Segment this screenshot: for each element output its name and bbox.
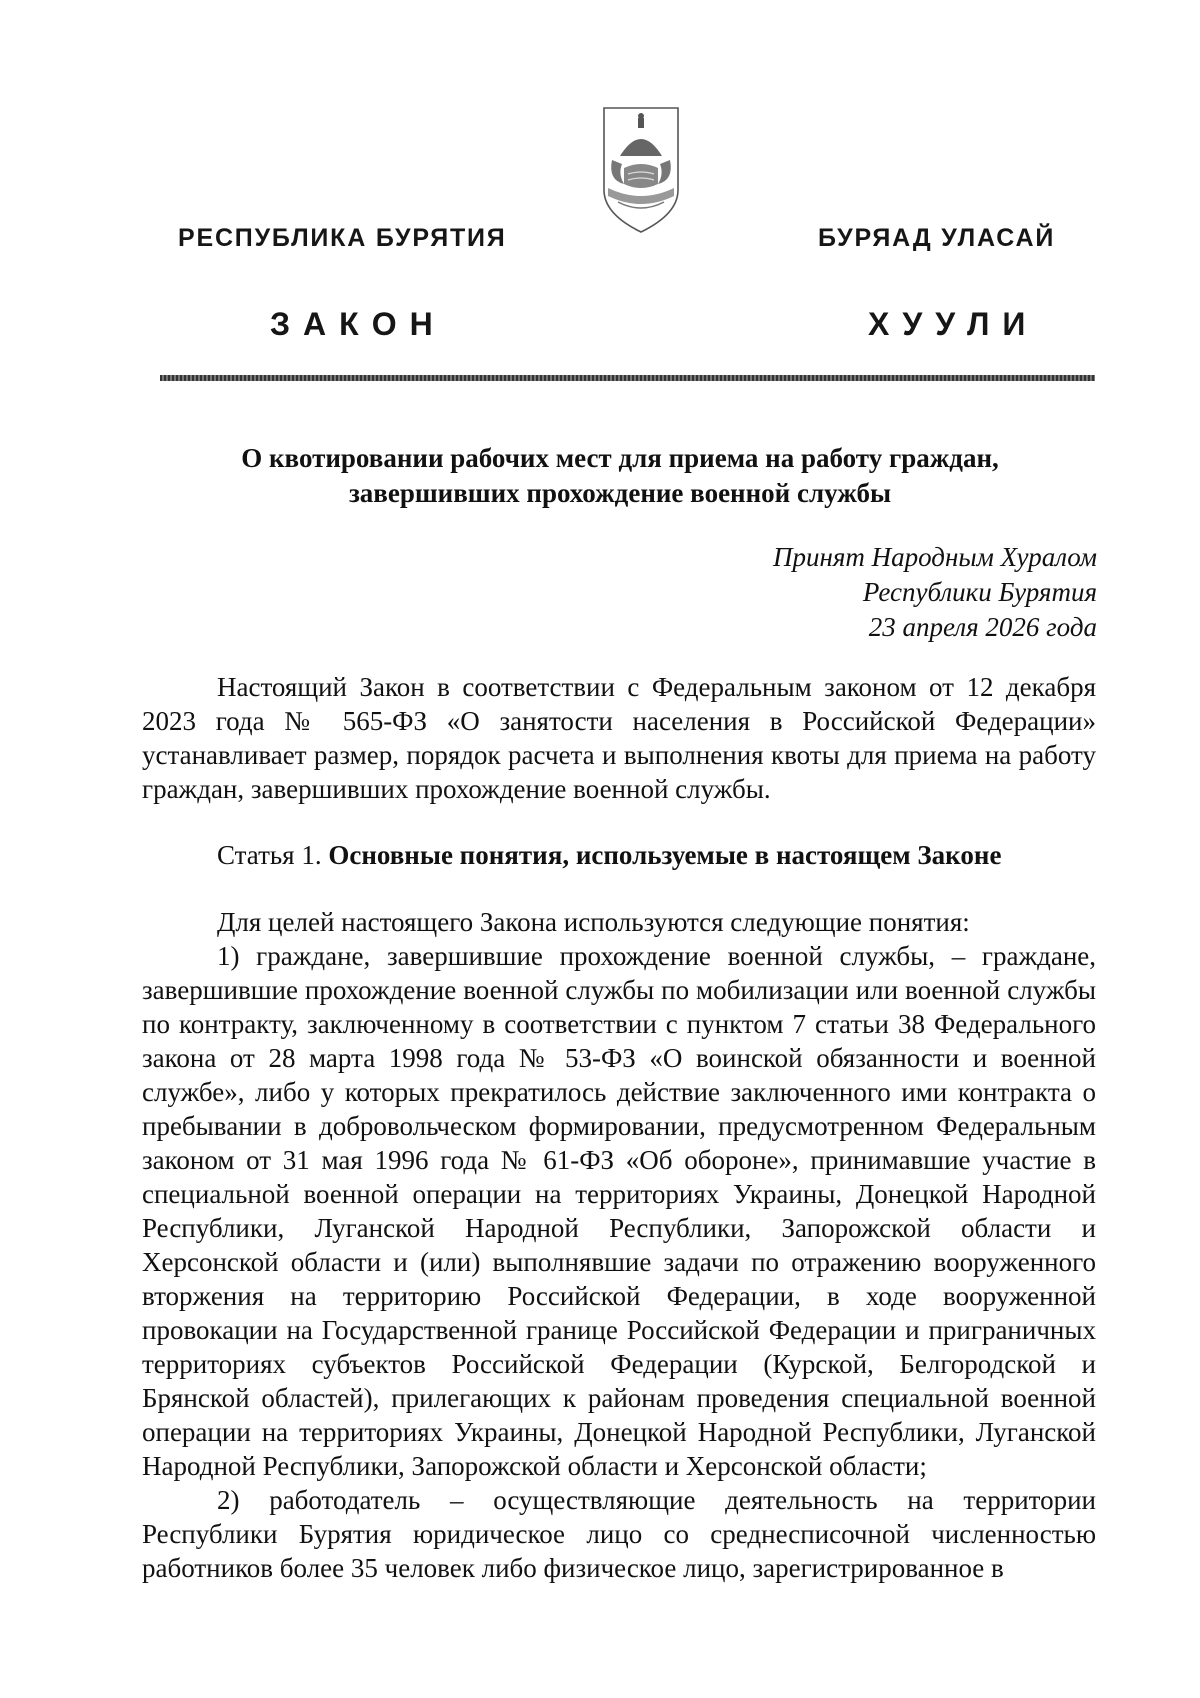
header-divider [160,375,1095,381]
adoption-line: Республики Бурятия [862,577,1097,607]
preamble-block [142,670,1096,806]
law-title-line: завершивших прохождение военной службы [348,478,892,508]
coat-of-arms-icon [598,104,684,236]
preamble-paragraph: Настоящий Закон в соответствии с Федеральным законом от 12 декабря 2023 года № 565-ФЗ «О занятости населения в Российской Федерации» устанавливает размер, порядок расчета и выполнения квоты для приема на работу граждан, завершивших прохождение военной службы. [142,672,1096,804]
body-paragraph: 2) работодатель – осуществляющие деятельность на территории Республики Бурятия юридическое лицо со среднесписочной численностью работников более 35 человек либо физическое лицо, зарегистрированное в [142,1485,1096,1583]
adoption-note [773,540,1097,645]
body-paragraph: 1) граждане, завершившие прохождение военной службы, – граждане, завершившие прохождение военной службы по мобилизации или военной службы по контракту, заключенному в соответствии с пунктом 7 статьи 38 Федерального закона от 28 марта 1998 года № 53-ФЗ «О воинской обязанности и военной службе», либо у которых прекратилось действие заключенного ими контракта о пребывании в добровольческом формировании, предусмотренном Федеральным законом от 31 мая 1996 года № 61-ФЗ «Об обороне», принимавшие участие в специальной военной операции на территориях Украины, Донецкой Народной Республики, Луганской Народной Республики, Запорожской области и Херсонской области и (или) выполнявшие задачи по отражению вооруженного вторжения на территорию Российской Федерации, в ходе вооруженной провокации на Государственной границе Российской Федерации и приграничных территориях субъектов Российской Федерации (Курской, Белгородской и Брянской областей), прилегающих к районам проведения специальной военной операции на территориях Украины, Донецкой Народной Республики, Луганской Народной Республики, Запорожской области и Херсонской области; [142,941,1096,1481]
article-1-heading [142,838,1096,872]
article-label: Статья 1. [217,840,329,870]
doc-type-buryat: ХУУЛИ [868,306,1039,342]
doc-type-russian: ЗАКОН [270,306,446,342]
law-title-line: О квотировании рабочих мест для приема на работу граждан, [241,443,999,473]
body-paragraph: Для целей настоящего Закона используются следующие понятия: [217,907,970,937]
law-title [140,441,1100,511]
adoption-date: 23 апреля 2026 года [868,612,1097,642]
republic-name-russian: РЕСПУБЛИКА БУРЯТИЯ [178,224,507,252]
republic-name-buryat: БУРЯАД УЛАСАЙ [818,224,1056,252]
article-title: Основные понятия, используемые в настоящем Законе [328,840,1002,870]
adoption-line: Принят Народным Хуралом [772,542,1097,572]
article-1-body [142,905,1096,1585]
